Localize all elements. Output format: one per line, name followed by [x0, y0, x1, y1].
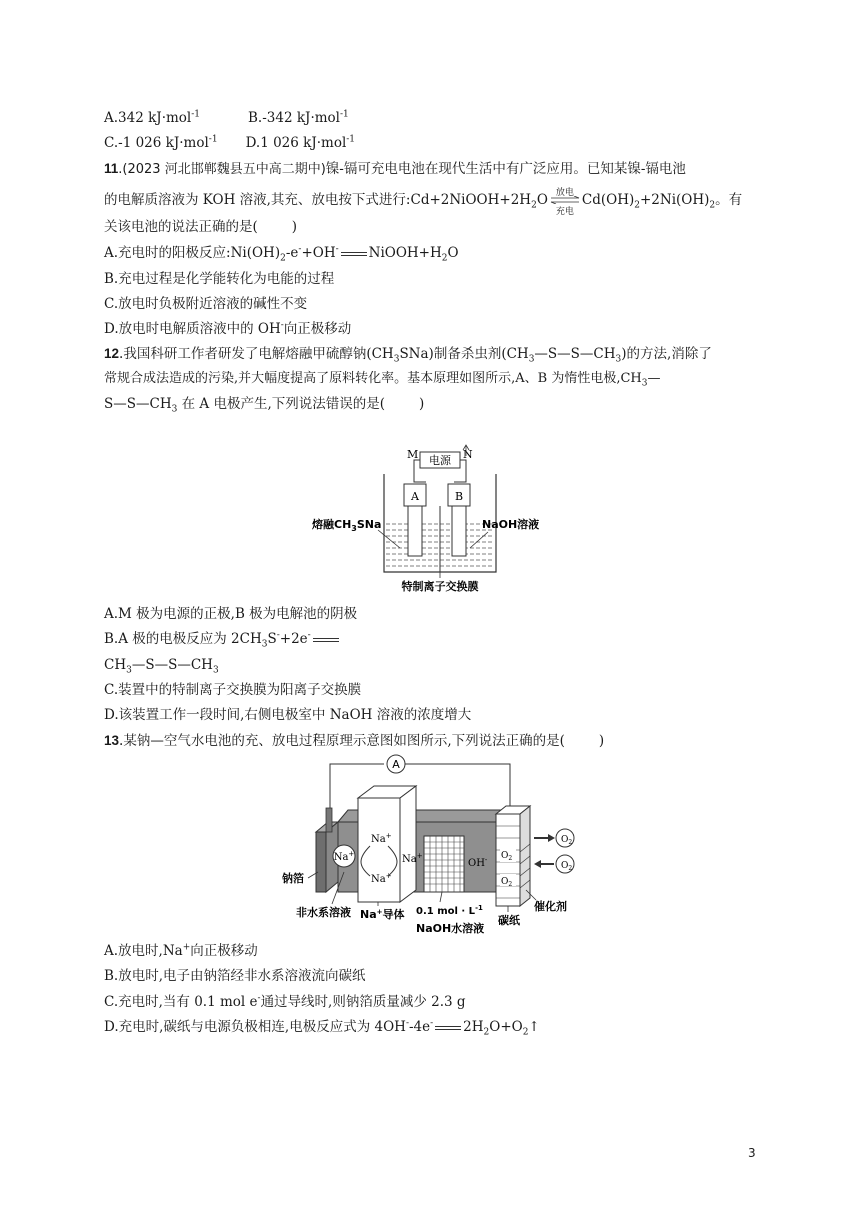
external-wire-right [405, 764, 510, 810]
svg-text:OH-: OH- [468, 856, 488, 869]
equals-sign-icon [313, 638, 339, 642]
q11-option-c: C.放电时负极附近溶液的碱性不变 [104, 296, 308, 312]
catalyst-label: 催化剂 [534, 900, 567, 913]
carbon-paper-label: 碳纸 [498, 914, 520, 927]
q13-option-b: B.放电时,电子由钠箔经非水系溶液流向碳纸 [104, 968, 366, 984]
svg-text:Na+: Na+ [333, 850, 355, 863]
q13-number: 13 [104, 733, 120, 748]
q13-option-a: A.放电时,Na+向正极移动 [104, 942, 258, 959]
q11-option-b: B.充电过程是化学能转化为电能的过程 [104, 271, 335, 287]
power-source-label: 电源 [429, 454, 451, 467]
sodium-foil [316, 832, 326, 892]
page-number: 3 [748, 1146, 756, 1160]
q10-option-c: C.-1 026 kJ·mol$^{-1}$ [104, 134, 218, 151]
electrode-b-label: B [454, 490, 464, 503]
svg-text:A: A [392, 758, 400, 771]
left-solution-label: 熔融$CH_3SNa$ [312, 518, 382, 533]
q11-stem-line2: 的电解质溶液为 KOH 溶液,其充、放电按下式进行$:Cd+2NiOOH+2H_2O$ 放电 充电 $Cd(OH)_2+2Ni(OH)_2$。有 [104, 187, 743, 217]
q12-option-c: C.装置中的特制离子交换膜为阳离子交换膜 [104, 682, 362, 698]
q13-battery-diagram [278, 752, 588, 938]
svg-text:O2: $O_2$ [561, 861, 573, 872]
electrode-a [408, 506, 422, 556]
non-aqueous-label: 非水系溶液 [296, 906, 351, 919]
q10-option-a: A.342 kJ·mol$^{-1}$ [104, 109, 201, 126]
q13-option-d: D.充电时,碳纸与电源负极相连,电极反应式为 4OH--4e- $2H_2O+O_2↑$ [104, 1018, 540, 1038]
q11-stem-line1: 11.(2023 河北邯郸魏县五中高二期中)镍-镉可充电电池在现代生活中有广泛应用。已知某镍-镉电池 [104, 161, 686, 177]
svg-text:O2: $O_2$ [501, 851, 513, 862]
svg-text:O2: $O_2$ [561, 835, 573, 846]
conductor-label: Na+导体 [360, 908, 405, 921]
q12-electrolysis-diagram [310, 444, 550, 594]
svg-text:Na+: Na+ [371, 832, 392, 845]
naoh-solution-label: NaOH水溶液 [416, 922, 485, 935]
q11-source: .(2023 河北邯郸魏县五中高二期中) [118, 162, 326, 177]
q12-stem-line2: 常规合成法造成的污染,并大幅度提高了原料转化率。基本原理如图所示,A、B 为惰性电极$,CH_3—$ [104, 371, 661, 389]
membrane-label: 特制离子交换膜 [401, 580, 479, 593]
equals-sign-icon [435, 1026, 461, 1030]
sodium-foil-label: 钠箔 [282, 872, 304, 885]
q10-option-d: D.1 026 kJ·mol$^{-1}$ [245, 134, 356, 151]
electrode-a-label: A [411, 490, 419, 503]
reversible-arrow-icon: 放电 充电 [550, 191, 580, 211]
q11-number: 11 [104, 161, 119, 176]
terminal-m-label: M [407, 448, 419, 461]
svg-text:O2: $O_2$ [501, 877, 513, 888]
left-leader-line [378, 530, 400, 548]
right-solution-label: NaOH溶液 [482, 518, 540, 531]
q12-option-b-line2: $CH_3—S—S—CH_3$ [104, 657, 219, 676]
q10-options-row2 [104, 133, 355, 153]
right-leader-line [470, 532, 488, 548]
equals-sign-icon [341, 252, 367, 256]
q12-number: 12 [104, 346, 120, 361]
q12-option-d: D.该装置工作一段时间,右侧电极室中 NaOH 溶液的浓度增大 [104, 707, 472, 723]
q12-stem-line1: 12.我国科研工作者研发了电解熔融甲硫醇钠$(CH_3SNa)$制备杀虫剂$(CH_3—S—S—CH_3)$的方法,消除了 [104, 346, 712, 365]
q11-option-d: D.放电时电解质溶液中的 OH-向正极移动 [104, 320, 352, 337]
na-conductor [358, 798, 400, 902]
q12-stem-line3: $S—S—CH_3$ 在 A 电极产生,下列说法错误的是( ) [104, 396, 425, 415]
svg-text:Na+: Na+ [402, 852, 423, 865]
q10-option-b: B.-342 kJ·mol$^{-1}$ [248, 109, 349, 126]
q13-option-c: C.充电时,当有 0.1 mol e-通过导线时,则钠箔质量减少 2.3 g [104, 993, 466, 1010]
q12-option-a: A.M 极为电源的正极,B 极为电解池的阴极 [104, 606, 358, 622]
q12-option-b: B.A 极的电极反应为 $2CH_3S^-+2e^-$ [104, 629, 341, 649]
electrode-b [452, 506, 466, 556]
concentration-label: 0.1 mol · $L^{-1}$ [416, 904, 483, 917]
svg-text:Na+: Na+ [371, 872, 392, 885]
q11-option-a: A.充电时的阳极反应$:Ni(OH)_2-e^-+OH^-$ $NiOOH+H_2O$ [104, 244, 459, 264]
q11-stem-line3: 关该电池的说法正确的是( ) [104, 219, 298, 235]
q10-options-row1 [104, 108, 349, 128]
q13-stem: 13.某钠—空气水电池的充、放电过程原理示意图如图所示,下列说法正确的是( ) [104, 733, 605, 749]
terminal-n-label: N [463, 448, 473, 461]
